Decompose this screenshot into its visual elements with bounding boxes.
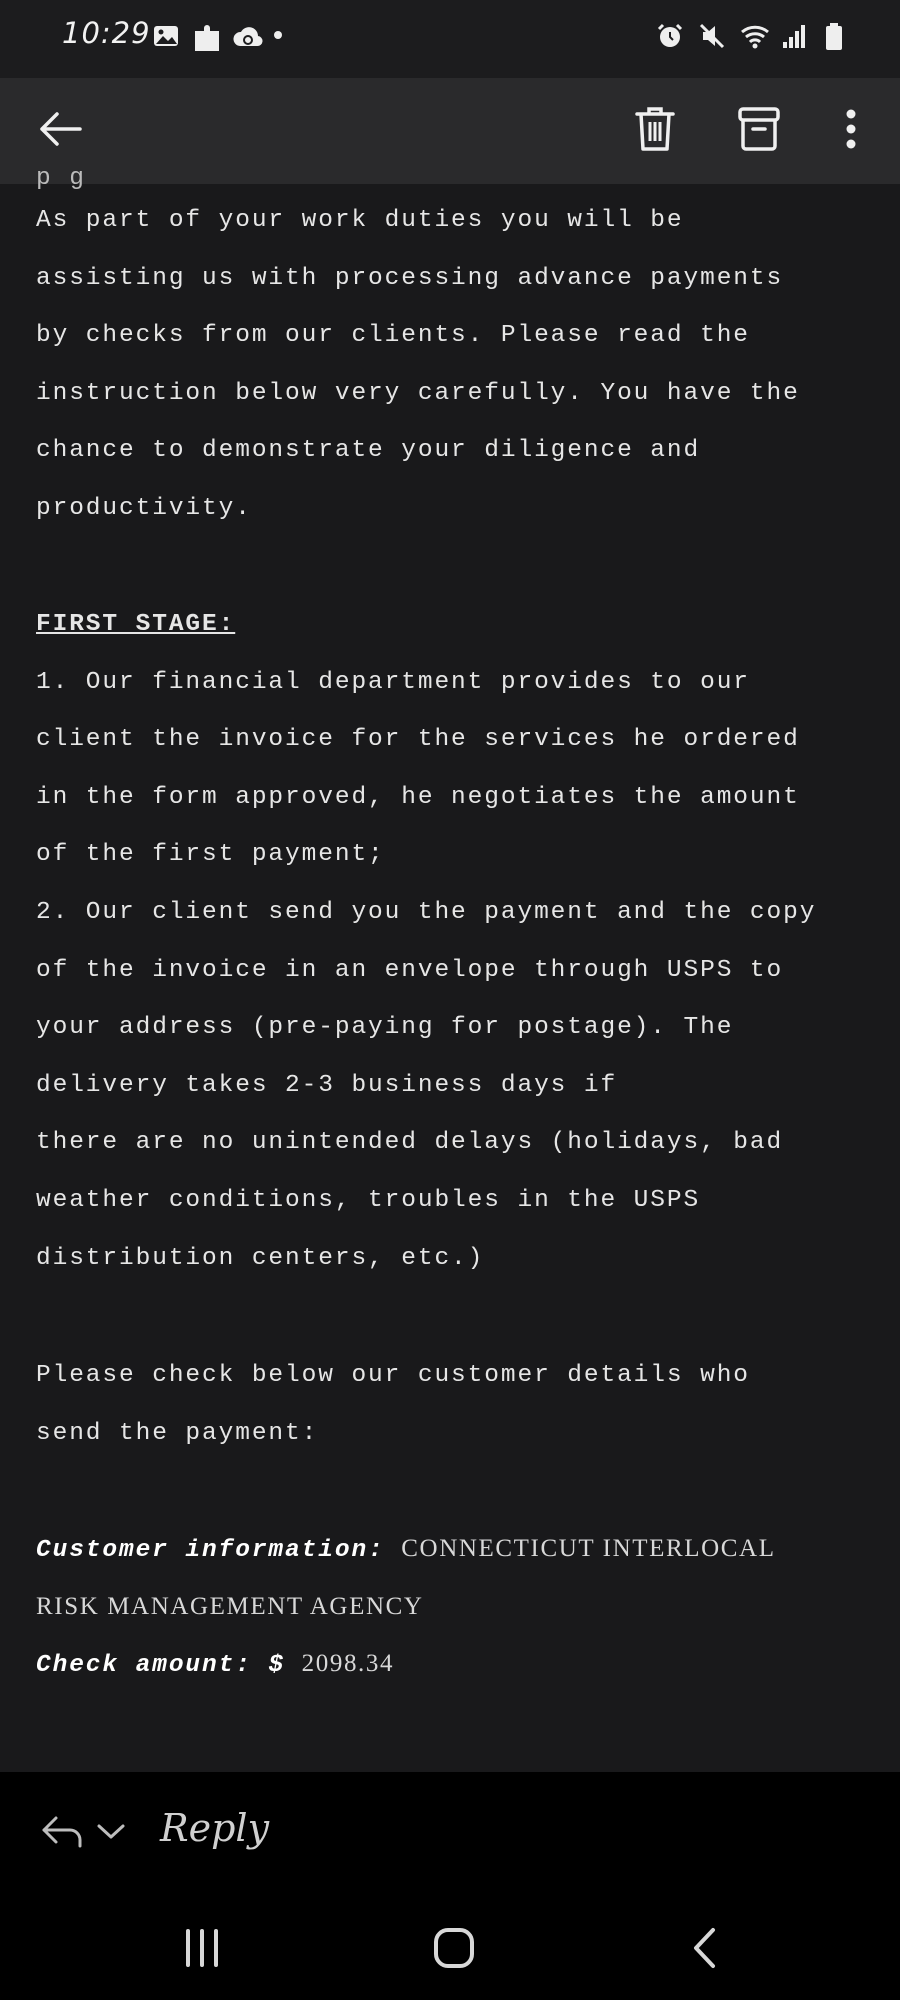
archive-icon (737, 106, 781, 157)
more-vert-icon (845, 109, 857, 154)
back-arrow-icon (38, 111, 84, 152)
email-body (0, 165, 900, 1772)
body-line: As part of your work duties you will be (36, 207, 684, 234)
clipped-previous-line: p g (36, 165, 86, 192)
check-amount-value: 2098.34 (301, 1650, 395, 1678)
body-line: Please check below our customer details who (36, 1362, 750, 1389)
chevron-left-icon (691, 1927, 717, 1974)
body-line: weather conditions, troubles in the USPS (36, 1186, 701, 1214)
body-line: your address (pre-paying for postage). The (36, 1014, 734, 1042)
recents-button[interactable] (162, 1922, 242, 1978)
body-line: send the payment: (36, 1419, 319, 1447)
customer-info-line-2 (36, 1578, 876, 1636)
status-time: 10:29 (62, 16, 151, 50)
customer-info-label: Customer information: (36, 1537, 385, 1564)
first-stage-section (36, 596, 876, 1287)
body-line: 1. Our financial department provides to our (36, 668, 750, 696)
body-line: of the invoice in an envelope through USPS to (36, 956, 784, 984)
system-back-button[interactable] (664, 1922, 744, 1978)
signal-icon (782, 22, 812, 52)
body-line: distribution centers, etc.) (36, 1244, 485, 1272)
reply-button[interactable]: Reply (160, 1806, 270, 1850)
body-line: client the invoice for the services he ordered (36, 726, 800, 754)
check-amount-line (36, 1635, 876, 1693)
system-nav-bar (0, 1900, 900, 2000)
body-line: in the form approved, he negotiates the amount (36, 783, 800, 811)
mute-icon (698, 22, 728, 52)
image-icon (152, 22, 182, 52)
email-toolbar (0, 78, 900, 184)
cloud-sync-icon (232, 22, 262, 52)
body-line: chance to demonstrate your diligence and (36, 437, 701, 465)
delete-button[interactable] (620, 96, 690, 166)
reply-bar (0, 1772, 900, 1900)
body-line: delivery takes 2-3 business days if (36, 1071, 618, 1099)
check-amount-label: Check amount: $ (36, 1652, 286, 1680)
battery-icon (824, 22, 854, 52)
body-line: by checks from our clients. Please read the (36, 322, 750, 350)
body-line: there are no unintended delays (holidays, bad (36, 1129, 784, 1157)
body-line: 2. Our client send you the payment and the copy (36, 898, 817, 926)
reply-arrow-icon[interactable] (40, 1812, 90, 1858)
home-button[interactable] (414, 1922, 494, 1978)
status-right-icons (656, 22, 854, 52)
body-line: instruction below very carefully. You have the (36, 379, 800, 407)
alarm-icon (656, 22, 686, 52)
paragraph-customer-intro (36, 1347, 876, 1462)
section-heading: FIRST STAGE: (36, 611, 236, 638)
status-bar (0, 0, 900, 78)
more-options-button[interactable] (816, 96, 886, 166)
dot-icon (272, 28, 284, 46)
wifi-icon (740, 22, 770, 52)
reply-options-chevron-icon[interactable] (96, 1822, 130, 1852)
archive-button[interactable] (724, 96, 794, 166)
customer-info-value: CONNECTICUT INTERLOCAL (401, 1535, 776, 1562)
recents-icon (182, 1929, 222, 1972)
home-icon (433, 1927, 475, 1974)
status-left-icons (152, 22, 284, 52)
customer-info-line (36, 1520, 876, 1578)
puzzle-icon (192, 22, 222, 52)
paragraph-intro (36, 192, 876, 538)
body-line: assisting us with processing advance payments (36, 264, 784, 292)
customer-details (36, 1520, 876, 1693)
body-line: productivity. (36, 494, 252, 522)
customer-info-value-cont: RISK MANAGEMENT AGENCY (36, 1592, 424, 1620)
trash-icon (634, 105, 676, 158)
body-line: of the first payment; (36, 841, 385, 869)
